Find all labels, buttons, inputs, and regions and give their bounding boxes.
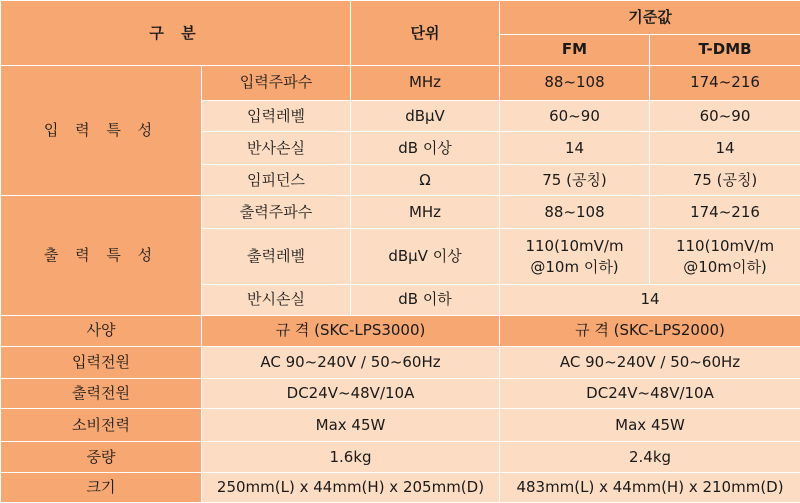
tdmb-value: 75 (공칭) <box>650 164 800 196</box>
table-row <box>1 347 800 379</box>
row-unit: dB 이상 <box>351 132 500 165</box>
table-row <box>1 66 800 101</box>
row-name: 소비전력 <box>1 409 202 442</box>
header-category: 구 분 <box>1 1 351 66</box>
fm-value <box>500 229 650 285</box>
row-name: 반시손실 <box>202 285 351 316</box>
model-b-value: AC 90~240V / 50~60Hz <box>500 347 800 379</box>
merged-value: 14 <box>500 285 800 316</box>
model-a-value: 1.6kg <box>202 441 500 473</box>
output-section-label: 출 력 특 성 <box>1 196 202 315</box>
header-fm: FM <box>500 34 650 66</box>
row-name: 출력레벨 <box>202 229 351 285</box>
header-standard: 기준값 <box>500 1 800 35</box>
row-name: 출력주파수 <box>202 196 351 229</box>
tdmb-value: 60~90 <box>650 100 800 132</box>
spec-model-b: 규 격 (SKC-LPS2000) <box>500 315 800 347</box>
model-b-value: Max 45W <box>500 409 800 442</box>
tdmb-value-line2: @10m이하) <box>683 257 767 276</box>
model-a-value: AC 90~240V / 50~60Hz <box>202 347 500 379</box>
table-row <box>1 441 800 473</box>
row-unit: dB 이하 <box>351 285 500 316</box>
row-name: 반사손실 <box>202 132 351 165</box>
row-name: 임피던스 <box>202 164 351 196</box>
tdmb-value <box>650 229 800 285</box>
model-b-value: 2.4kg <box>500 441 800 473</box>
header-tdmb: T-DMB <box>650 34 800 66</box>
fm-value: 88~108 <box>500 196 650 229</box>
header-row <box>1 1 800 35</box>
tdmb-value: 14 <box>650 132 800 165</box>
model-a-value: 250mm(L) x 44mm(H) x 205mm(D) <box>202 473 500 503</box>
fm-value: 14 <box>500 132 650 165</box>
model-b-value: DC24V~48V/10A <box>500 378 800 409</box>
tdmb-value: 174~216 <box>650 196 800 229</box>
fm-value-line2: @10m 이하) <box>530 257 619 276</box>
row-name: 입력전원 <box>1 347 202 379</box>
row-unit: MHz <box>351 66 500 101</box>
row-name: 입력주파수 <box>202 66 351 101</box>
row-unit: MHz <box>351 196 500 229</box>
row-unit: dBμV <box>351 100 500 132</box>
tdmb-value-line1: 110(10mV/m <box>675 236 775 255</box>
model-a-value: Max 45W <box>202 409 500 442</box>
row-name: 입력레벨 <box>202 100 351 132</box>
row-name: 중량 <box>1 441 202 473</box>
model-a-value: DC24V~48V/10A <box>202 378 500 409</box>
row-name: 출력전원 <box>1 378 202 409</box>
fm-value: 88~108 <box>500 66 650 101</box>
row-unit: dBμV 이상 <box>351 229 500 285</box>
table-row <box>1 473 800 503</box>
spec-label: 사양 <box>1 315 202 347</box>
fm-value: 60~90 <box>500 100 650 132</box>
row-name: 크기 <box>1 473 202 503</box>
table-row <box>1 196 800 229</box>
model-b-value: 483mm(L) x 44mm(H) x 210mm(D) <box>500 473 800 503</box>
row-unit: Ω <box>351 164 500 196</box>
spec-header-row <box>1 315 800 347</box>
spec-model-a: 규 격 (SKC-LPS3000) <box>202 315 500 347</box>
table-row <box>1 409 800 442</box>
fm-value-line1: 110(10mV/m <box>525 236 624 255</box>
table-row <box>1 378 800 409</box>
header-unit: 단위 <box>351 1 500 66</box>
input-section-label: 입 력 특 성 <box>1 66 202 196</box>
tdmb-value: 174~216 <box>650 66 800 101</box>
fm-value: 75 (공칭) <box>500 164 650 196</box>
